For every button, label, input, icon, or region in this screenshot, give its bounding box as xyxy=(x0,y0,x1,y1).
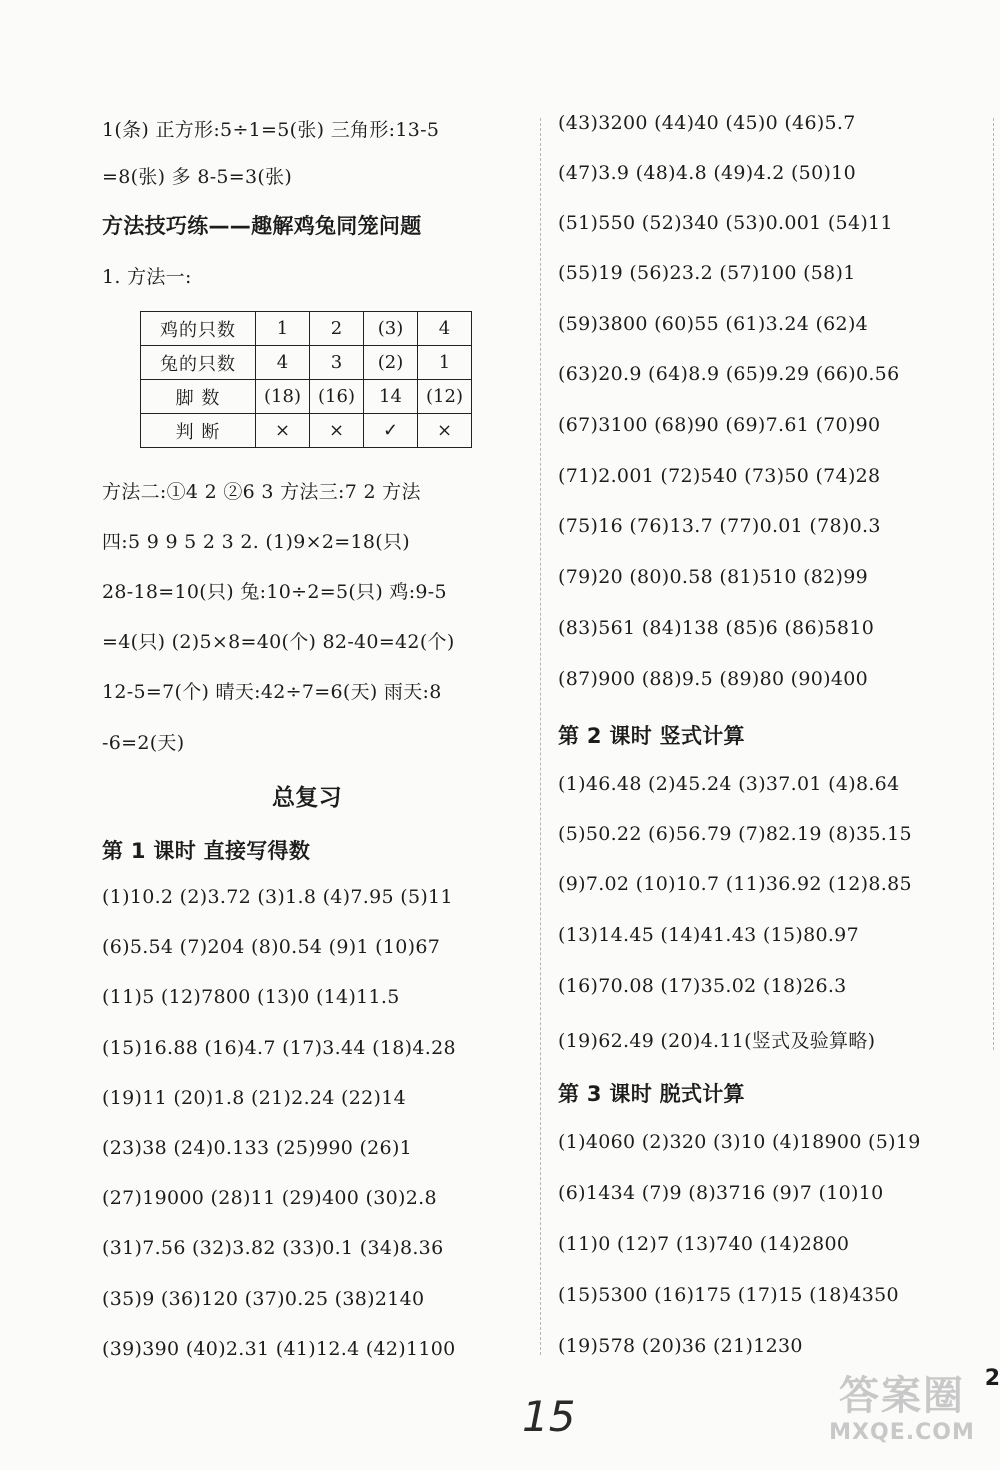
answer-line: (51)550 (52)340 (53)0.001 (54)11 xyxy=(558,212,893,234)
answer-line: (1)46.48 (2)45.24 (3)37.01 (4)8.64 xyxy=(558,773,900,795)
answer-line: (59)3800 (60)55 (61)3.24 (62)4 xyxy=(558,313,869,335)
answer-line: (23)38 (24)0.133 (25)990 (26)1 xyxy=(102,1137,413,1159)
review-title: 总复习 xyxy=(272,785,342,811)
table-row xyxy=(141,312,472,346)
table-cell: 4 xyxy=(418,312,472,346)
answer-line: (13)14.45 (14)41.43 (15)80.97 xyxy=(558,924,859,946)
answer-line: (1)10.2 (2)3.72 (3)1.8 (4)7.95 (5)11 xyxy=(102,886,453,908)
method-heading: 方法技巧练——趣解鸡兔同笼问题 xyxy=(102,214,422,238)
handwritten-note: 15 xyxy=(522,1392,576,1441)
answer-line: (16)70.08 (17)35.02 (18)26.3 xyxy=(558,975,847,997)
answer-line: (87)900 (88)9.5 (89)80 (90)400 xyxy=(558,668,869,690)
answer-line: (19)11 (20)1.8 (21)2.24 (22)14 xyxy=(102,1087,407,1109)
answer-line: =4(只) (2)5×8=40(个) 82-40=42(个) xyxy=(102,631,455,653)
answer-line: (47)3.9 (48)4.8 (49)4.2 (50)10 xyxy=(558,162,856,184)
intro-line: 1(条) 正方形:5÷1=5(张) 三角形:13-5 xyxy=(102,119,440,141)
watermark-url: MXQE.COM xyxy=(829,1420,975,1445)
cross-mark-icon: × xyxy=(310,414,364,448)
answer-line: (1)4060 (2)320 (3)10 (4)18900 (5)19 xyxy=(558,1131,921,1153)
table-cell: 14 xyxy=(364,380,418,414)
cross-mark-icon: × xyxy=(256,414,310,448)
watermark-logo xyxy=(822,1372,982,1460)
table-cell: (3) xyxy=(364,312,418,346)
answer-line: (9)7.02 (10)10.7 (11)36.92 (12)8.85 xyxy=(558,873,912,895)
table-cell: 4 xyxy=(256,346,310,380)
answer-line: (75)16 (76)13.7 (77)0.01 (78)0.3 xyxy=(558,515,881,537)
table-row xyxy=(141,346,472,380)
row-label: 鸡的只数 xyxy=(141,312,256,346)
column-divider xyxy=(993,118,994,1050)
answer-line: (71)2.001 (72)540 (73)50 (74)28 xyxy=(558,465,881,487)
answer-line: -6=2(天) xyxy=(102,732,185,754)
answer-line: (15)5300 (16)175 (17)15 (18)4350 xyxy=(558,1284,899,1306)
watermark-main: 答案圈 xyxy=(839,1373,965,1419)
answer-line: (15)16.88 (16)4.7 (17)3.44 (18)4.28 xyxy=(102,1037,456,1059)
answer-line: 方法二:①4 2 ②6 3 方法三:7 2 方法 xyxy=(102,481,421,503)
answer-line: (19)62.49 (20)4.11(竖式及验算略) xyxy=(558,1030,876,1052)
cross-mark-icon: × xyxy=(418,414,472,448)
lesson-3-heading: 第 3 课时 脱式计算 xyxy=(558,1082,745,1106)
answer-line: (39)390 (40)2.31 (41)12.4 (42)1100 xyxy=(102,1338,456,1360)
answer-line: (63)20.9 (64)8.9 (65)9.29 (66)0.56 xyxy=(558,363,900,385)
table-cell: (12) xyxy=(418,380,472,414)
lesson-2-heading: 第 2 课时 竖式计算 xyxy=(558,724,745,748)
answer-line: (6)5.54 (7)204 (8)0.54 (9)1 (10)67 xyxy=(102,936,441,958)
check-mark-icon: ✓ xyxy=(364,414,418,448)
answer-line: (19)578 (20)36 (21)1230 xyxy=(558,1335,803,1357)
answer-line: (27)19000 (28)11 (29)400 (30)2.8 xyxy=(102,1187,437,1209)
row-label: 判 断 xyxy=(141,414,256,448)
answer-line: 12-5=7(个) 晴天:42÷7=6(天) 雨天:8 xyxy=(102,681,442,703)
answer-line: (43)3200 (44)40 (45)0 (46)5.7 xyxy=(558,112,856,134)
answer-line: (83)561 (84)138 (85)6 (86)5810 xyxy=(558,617,875,639)
answer-line: (11)0 (12)7 (13)740 (14)2800 xyxy=(558,1233,850,1255)
answer-line: 四:5 9 9 5 2 3 2. (1)9×2=18(只) xyxy=(102,531,410,553)
answer-line: (67)3100 (68)90 (69)7.61 (70)90 xyxy=(558,414,881,436)
intro-line: =8(张) 多 8-5=3(张) xyxy=(102,166,293,188)
table-cell: 1 xyxy=(256,312,310,346)
answer-line: (55)19 (56)23.2 (57)100 (58)1 xyxy=(558,262,856,284)
chicken-rabbit-table xyxy=(140,311,472,448)
lesson-1-heading: 第 1 课时 直接写得数 xyxy=(102,839,311,863)
answer-line: (6)1434 (7)9 (8)3716 (9)7 (10)10 xyxy=(558,1182,884,1204)
table-row xyxy=(141,414,472,448)
row-label: 脚 数 xyxy=(141,380,256,414)
answer-line: (31)7.56 (32)3.82 (33)0.1 (34)8.36 xyxy=(102,1237,444,1259)
answer-line: (5)50.22 (6)56.79 (7)82.19 (8)35.15 xyxy=(558,823,912,845)
question-1-label: 1. 方法一: xyxy=(102,266,192,288)
table-cell: 2 xyxy=(310,312,364,346)
answer-line: (35)9 (36)120 (37)0.25 (38)2140 xyxy=(102,1288,425,1310)
table-cell: (16) xyxy=(310,380,364,414)
table-cell: (2) xyxy=(364,346,418,380)
page-number: 2 xyxy=(984,1366,1000,1391)
answer-line: 28-18=10(只) 兔:10÷2=5(只) 鸡:9-5 xyxy=(102,581,447,603)
answer-line: (11)5 (12)7800 (13)0 (14)11.5 xyxy=(102,986,400,1008)
table-cell: 3 xyxy=(310,346,364,380)
table-cell: 1 xyxy=(418,346,472,380)
row-label: 兔的只数 xyxy=(141,346,256,380)
column-divider xyxy=(540,118,541,1355)
table-cell: (18) xyxy=(256,380,310,414)
table-row xyxy=(141,380,472,414)
answer-line: (79)20 (80)0.58 (81)510 (82)99 xyxy=(558,566,869,588)
